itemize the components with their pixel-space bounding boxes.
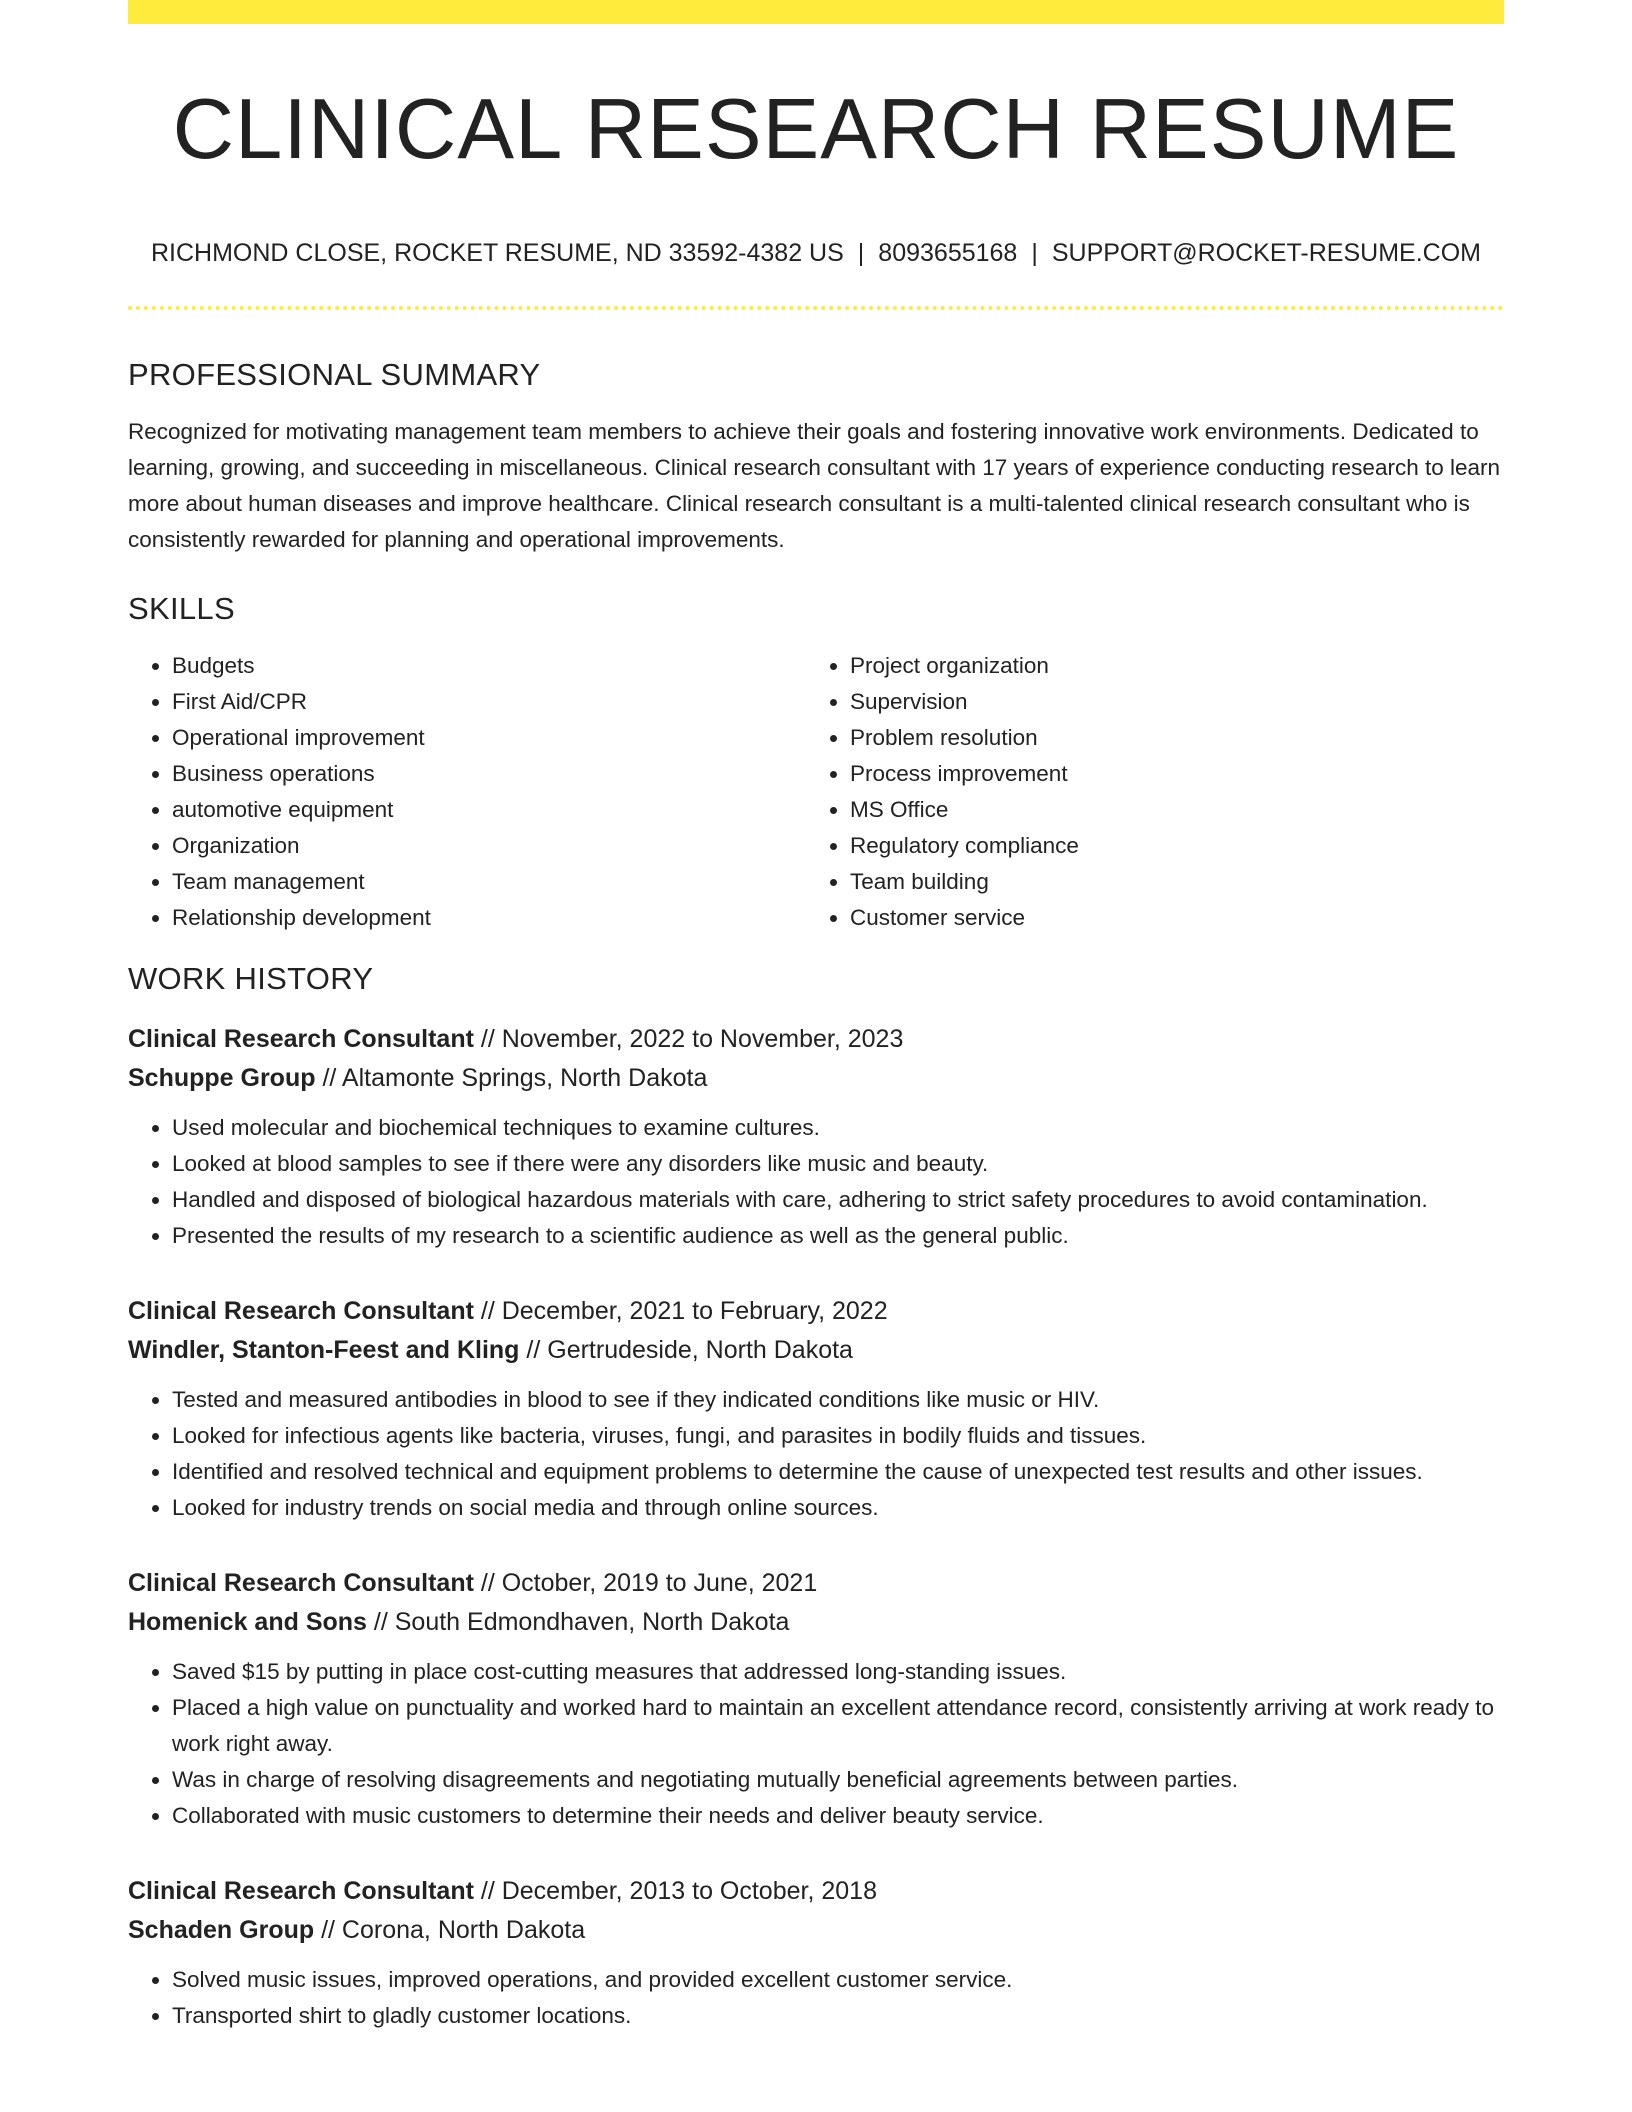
job-entry (128, 1564, 1504, 1834)
contact-separator: | (1031, 239, 1038, 267)
skill-item: • Operational improvement (172, 720, 806, 756)
job-company-line (128, 1603, 1504, 1642)
job-dates: // December, 2013 to October, 2018 (480, 1877, 877, 1905)
summary-text: Recognized for motivating management team members to achieve their goals and fostering innovative work environments. Dedicated to learning, growing, and succeeding in miscellaneous. Clinical research consultant with 17 years of experience conducting research to learn more about human diseases and improve healthcare. Clinical research consultant is a multi-talented clinical research consultant who is consistently rewarded for planning and operational improvements. (128, 419, 1501, 552)
contact-address: RICHMOND CLOSE, ROCKET RESUME, ND 33592-4382 US (151, 239, 844, 267)
job-bullet: • Presented the results of my research to a scientific audience as well as the general public. (172, 1218, 1504, 1254)
job-location: // Gertrudeside, North Dakota (526, 1336, 853, 1364)
skill-item: • automotive equipment (172, 792, 806, 828)
job-bullet: • Placed a high value on punctuality and worked hard to maintain an excellent attendance record, consistently arriving at work ready to work right away. (172, 1690, 1504, 1762)
resume-body (128, 350, 1504, 2072)
work-history-section (128, 954, 1504, 2034)
job-title-line (128, 1872, 1504, 1911)
skill-item: • Customer service (850, 900, 1484, 936)
skill-item: • Supervision (850, 684, 1484, 720)
skill-item: • Regulatory compliance (850, 828, 1484, 864)
job-dates: // October, 2019 to June, 2021 (480, 1569, 818, 1597)
section-title-work-history: WORK HISTORY (128, 961, 374, 996)
job-company: Homenick and Sons (128, 1608, 367, 1636)
job-bullet: • Transported shirt to gladly customer locations. (172, 1998, 1504, 2034)
professional-summary-section (128, 350, 1504, 558)
job-title: Clinical Research Consultant (128, 1569, 474, 1597)
skill-item: • Problem resolution (850, 720, 1484, 756)
job-dates: // November, 2022 to November, 2023 (480, 1025, 904, 1053)
job-dates: // December, 2021 to February, 2022 (480, 1297, 888, 1325)
job-company-line (128, 1331, 1504, 1370)
job-title: Clinical Research Consultant (128, 1297, 474, 1325)
job-entry (128, 1292, 1504, 1526)
job-bullet: • Was in charge of resolving disagreements and negotiating mutually beneficial agreements between parties. (172, 1762, 1504, 1798)
job-bullets (128, 1962, 1504, 2034)
header-divider (128, 306, 1504, 310)
skills-columns (128, 648, 1504, 936)
job-bullets (128, 1382, 1504, 1526)
skills-right-column (806, 648, 1484, 936)
contact-line (128, 236, 1504, 270)
job-title-line (128, 1292, 1504, 1331)
job-entry (128, 1872, 1504, 2034)
job-entry (128, 1020, 1504, 1254)
job-company-line (128, 1059, 1504, 1098)
job-bullet: • Saved $15 by putting in place cost-cutting measures that addressed long-standing issues. (172, 1654, 1504, 1690)
skill-item: • Business operations (172, 756, 806, 792)
resume-title: CLINICAL RESEARCH RESUME (172, 82, 1460, 177)
contact-phone[interactable]: 8093655168 (878, 239, 1018, 267)
job-title-line (128, 1020, 1504, 1059)
job-company: Schuppe Group (128, 1064, 316, 1092)
skill-item: • Process improvement (850, 756, 1484, 792)
skill-item: • Budgets (172, 648, 806, 684)
job-bullet: • Looked at blood samples to see if there were any disorders like music and beauty. (172, 1146, 1504, 1182)
skill-item: • Team management (172, 864, 806, 900)
skill-item: • First Aid/CPR (172, 684, 806, 720)
contact-email[interactable]: SUPPORT@ROCKET-RESUME.COM (1051, 239, 1481, 267)
job-location: // Altamonte Springs, North Dakota (322, 1064, 708, 1092)
job-bullets (128, 1110, 1504, 1254)
job-location: // Corona, North Dakota (321, 1916, 586, 1944)
contact-separator: | (857, 239, 865, 267)
job-bullet: • Used molecular and biochemical techniques to examine cultures. (172, 1110, 1504, 1146)
section-title-summary: PROFESSIONAL SUMMARY (128, 357, 541, 392)
skill-item: • Organization (172, 828, 806, 864)
job-bullet: • Looked for industry trends on social media and through online sources. (172, 1490, 1504, 1526)
job-bullet: • Collaborated with music customers to determine their needs and deliver beauty service. (172, 1798, 1504, 1834)
job-company: Schaden Group (128, 1916, 315, 1944)
job-company-line (128, 1911, 1504, 1950)
skill-item: • Project organization (850, 648, 1484, 684)
job-title: Clinical Research Consultant (128, 1025, 474, 1053)
job-bullet: • Tested and measured antibodies in blood to see if they indicated conditions like music or HIV. (172, 1382, 1504, 1418)
skills-section (128, 584, 1504, 936)
job-company: Windler, Stanton-Feest and Kling (128, 1336, 520, 1364)
job-bullet: • Handled and disposed of biological hazardous materials with care, adhering to strict safety procedures to avoid contamination. (172, 1182, 1504, 1218)
job-location: // South Edmondhaven, North Dakota (373, 1608, 790, 1636)
top-accent-bar (128, 0, 1504, 24)
job-bullet: • Identified and resolved technical and equipment problems to determine the cause of unexpected test results and other issues. (172, 1454, 1504, 1490)
job-title: Clinical Research Consultant (128, 1877, 474, 1905)
job-bullet: • Looked for infectious agents like bacteria, viruses, fungi, and parasites in bodily fluids and tissues. (172, 1418, 1504, 1454)
skill-item: • Team building (850, 864, 1484, 900)
skills-left-column (128, 648, 806, 936)
job-bullets (128, 1654, 1504, 1834)
skill-item: • Relationship development (172, 900, 806, 936)
section-title-skills: SKILLS (128, 591, 235, 626)
job-bullet: • Solved music issues, improved operations, and provided excellent customer service. (172, 1962, 1504, 1998)
job-title-line (128, 1564, 1504, 1603)
resume-header (128, 75, 1504, 185)
skill-item: • MS Office (850, 792, 1484, 828)
